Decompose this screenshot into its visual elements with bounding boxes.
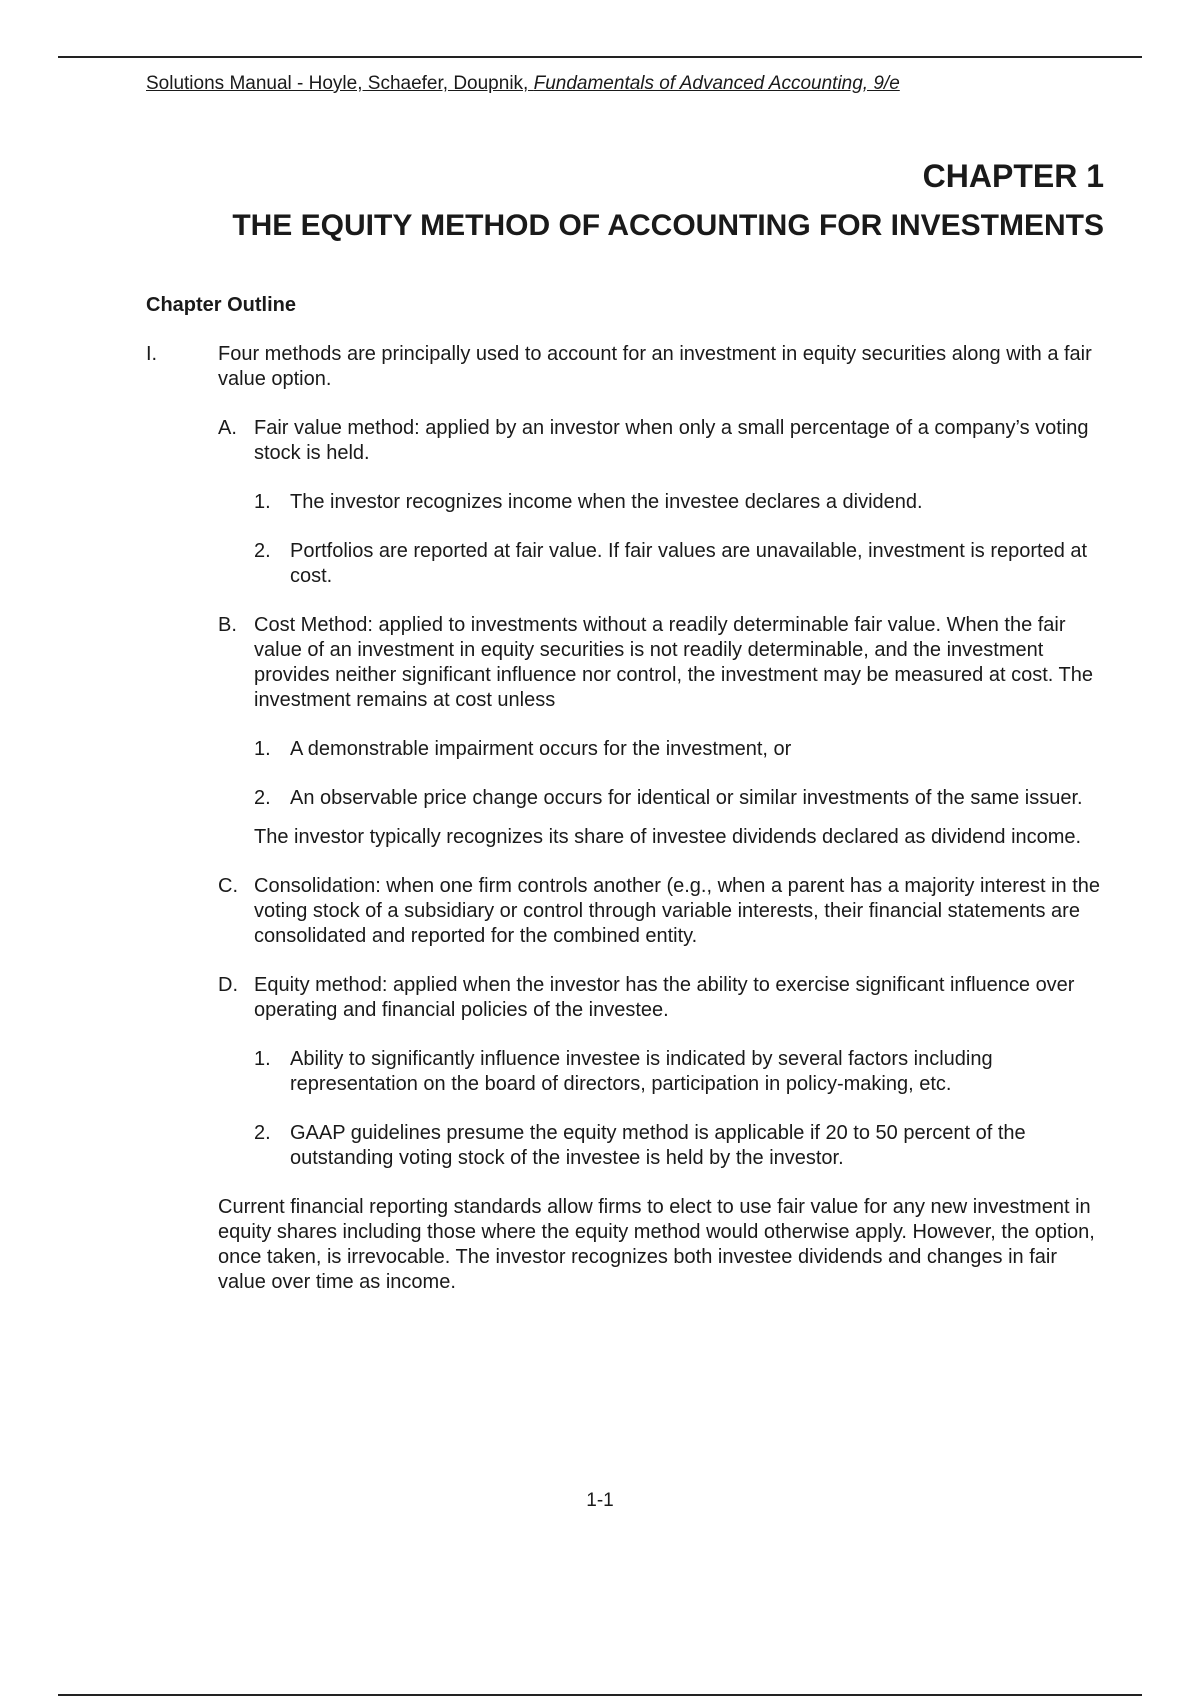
item-text: Fair value method: applied by an investor when only a small percentage of a company’s voting stock is held. bbox=[254, 417, 1089, 464]
header-prefix: Solutions Manual - Hoyle, Schaefer, Doupnik, bbox=[146, 73, 534, 94]
item-text: Equity method: applied when the investor has the ability to exercise significant influence over operating and financial policies of the investee. bbox=[254, 974, 1075, 1021]
running-header bbox=[146, 73, 900, 95]
subitem-marker: 2. bbox=[254, 787, 271, 809]
subitem-marker: 1. bbox=[254, 1048, 271, 1070]
subitem-marker: 2. bbox=[254, 540, 271, 562]
subitem-marker: 1. bbox=[254, 491, 271, 513]
outline-subitem bbox=[254, 490, 1106, 515]
outline-subitem bbox=[254, 1121, 1106, 1171]
subitem-text: An observable price change occurs for identical or similar investments of the same issuer. bbox=[290, 787, 1083, 809]
item-marker: B. bbox=[218, 614, 237, 636]
outline-section-i bbox=[146, 342, 1106, 392]
top-rule bbox=[58, 56, 1142, 58]
outline-subitem bbox=[254, 786, 1106, 811]
page-number: 1-1 bbox=[586, 1490, 614, 1511]
chapter-title: THE EQUITY METHOD OF ACCOUNTING FOR INVESTMENTS bbox=[232, 209, 1104, 242]
item-text: Cost Method: applied to investments without a readily determinable fair value. When the fair value of an investment in equity securities is not readily determinable, and the investment provides neither significant influence nor control, the investment may be measured at cost. The investment remains at cost unless bbox=[254, 614, 1093, 711]
outline-subitem bbox=[254, 539, 1106, 589]
outline-items bbox=[218, 416, 1106, 1171]
item-text: Consolidation: when one firm controls another (e.g., when a parent has a majority interest in the voting stock of a subsidiary or control through variable interests, their financial statements are consolidated and reported for the combined entity. bbox=[254, 875, 1101, 947]
subitem-text: GAAP guidelines presume the equity method is applicable if 20 to 50 percent of the outstanding voting stock of the investee is held by the investor. bbox=[290, 1122, 1026, 1169]
subitem-text: Portfolios are reported at fair value. If fair values are unavailable, investment is reported at cost. bbox=[290, 540, 1088, 587]
item-marker: D. bbox=[218, 974, 238, 996]
outline-body bbox=[146, 342, 1106, 1295]
closing-paragraph: Current financial reporting standards allow firms to elect to use fair value for any new investment in equity shares including those where the equity method would otherwise apply. However, the option, once taken, is irrevocable. The investor recognizes both investee dividends and changes in fair value over time as income. bbox=[218, 1196, 1095, 1293]
section-marker: I. bbox=[146, 343, 158, 365]
subitem-marker: 1. bbox=[254, 738, 271, 760]
section-text: Four methods are principally used to account for an investment in equity securities along with a fair value option. bbox=[218, 343, 1092, 390]
subitem-text: Ability to significantly influence investee is indicated by several factors including representation on the board of directors, participation in policy-making, etc. bbox=[290, 1048, 993, 1095]
subitem-text: A demonstrable impairment occurs for the investment, or bbox=[290, 738, 792, 760]
item-marker: C. bbox=[218, 875, 238, 897]
outline-item-a bbox=[218, 416, 1106, 466]
subitem-marker: 2. bbox=[254, 1122, 271, 1144]
outline-item-c bbox=[218, 874, 1106, 949]
header-book-title: Fundamentals of Advanced Accounting, 9/e bbox=[533, 73, 900, 94]
chapter-number: CHAPTER 1 bbox=[922, 158, 1104, 194]
outline-item-b bbox=[218, 613, 1106, 713]
outline-subitem bbox=[254, 1047, 1106, 1097]
item-note: The investor typically recognizes its share of investee dividends declared as dividend income. bbox=[254, 826, 1082, 848]
bottom-rule bbox=[58, 1694, 1142, 1696]
outline-subitem bbox=[254, 737, 1106, 762]
item-marker: A. bbox=[218, 417, 237, 439]
outline-item-d bbox=[218, 973, 1106, 1023]
subitem-text: The investor recognizes income when the investee declares a dividend. bbox=[290, 491, 923, 513]
outline-heading: Chapter Outline bbox=[146, 294, 297, 316]
